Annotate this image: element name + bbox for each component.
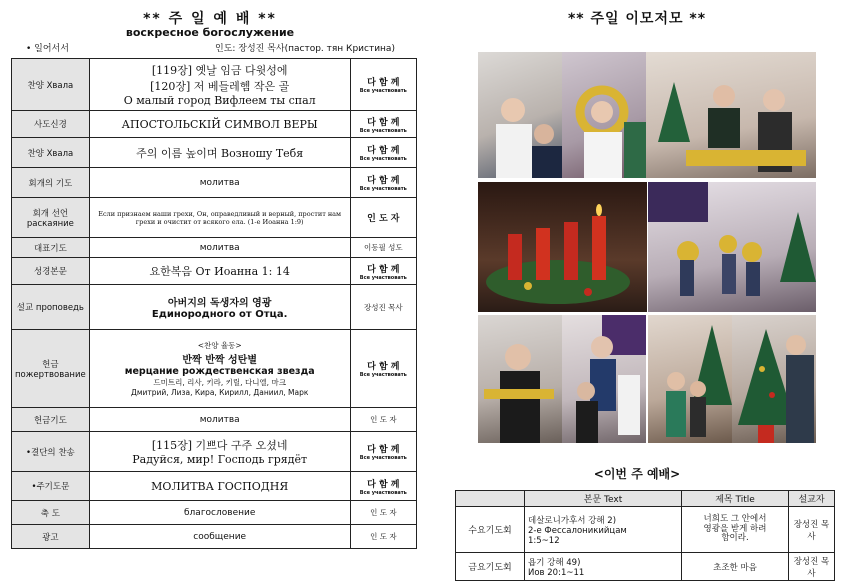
row-label: 설교 проповедь xyxy=(12,285,90,330)
table-row xyxy=(12,111,417,138)
responder-sub: Все участвовать xyxy=(359,156,407,162)
row-content: молитва xyxy=(89,238,350,258)
scripture-text: 욥기 강해 49) Иов 20:1~11 xyxy=(525,553,682,581)
column-header: 설교자 xyxy=(789,491,835,507)
photo-boys-garland xyxy=(646,52,816,178)
photo-girl-tinsel xyxy=(562,52,646,178)
responder: 인 도 자 xyxy=(367,214,400,224)
table-row xyxy=(12,238,417,258)
table-row xyxy=(456,553,835,581)
responder: 다 함 께 xyxy=(367,479,400,490)
row-content: <찬양 율동> xyxy=(197,341,242,350)
table-row xyxy=(456,507,835,553)
row-content: [120장] 저 베들레헴 작은 골 xyxy=(150,80,290,93)
responder: 장성진 목사 xyxy=(350,285,416,330)
photo-kids-tree xyxy=(648,315,732,443)
row-content: 드미트리, 리사, 키라, 키릴, 다니엘, 마크 xyxy=(153,378,286,387)
service-leader: 인도: 장성진 목사(пастор. тян Кристина) xyxy=(215,44,395,54)
service-day: 금요기도회 xyxy=(456,553,525,581)
row-label: 찬양 Хвала xyxy=(12,138,90,168)
row-label: 사도신경 xyxy=(12,111,90,138)
row-content: МОЛИТВА ГОСПОДНЯ xyxy=(89,472,350,501)
photo-kids-performance xyxy=(648,182,816,312)
row-label: 찬양 Хвала xyxy=(12,59,90,111)
row-label: •결단의 찬송 xyxy=(12,432,90,472)
table-row xyxy=(12,285,417,330)
responder: 다 함 께 xyxy=(367,445,400,455)
row-label: 성경본문 xyxy=(12,258,90,285)
row-label: 헌금기도 xyxy=(12,408,90,432)
service-day: 수요기도회 xyxy=(456,507,525,553)
sermon-title: 너희도 그 안에서 영광을 받게 하려 함이라. xyxy=(682,507,789,553)
photo-pastor-girl xyxy=(562,315,646,443)
photo-boy-garland xyxy=(478,315,562,443)
row-content: АПОСТОЛЬСКІЙ СИМВОЛ ВЕРЫ xyxy=(89,111,350,138)
responder: 다 함 께 xyxy=(367,362,400,372)
row-content: Единородного от Отца. xyxy=(151,309,288,320)
responder: 다 함 께 xyxy=(367,78,400,88)
row-content: молитва xyxy=(89,168,350,198)
table-row xyxy=(12,138,417,168)
column-header xyxy=(456,491,525,507)
responder: 다 함 께 xyxy=(367,176,400,186)
table-row xyxy=(12,501,417,525)
table-row xyxy=(12,432,417,472)
row-content: 반짝 반짝 성탄별 xyxy=(182,355,257,366)
row-content: [115장] 기쁘다 구주 오셨네 xyxy=(151,439,288,452)
row-content: 요한복음 От Иоанна 1: 14 xyxy=(89,258,350,285)
responder: 인 도 자 xyxy=(350,525,416,549)
scripture-text: 데살로니가후서 강해 2) 2-е Фессалоникийцам 1:5~12 xyxy=(525,507,682,553)
column-header: 제목 Title xyxy=(682,491,789,507)
responder-sub: Все участвовать xyxy=(359,372,407,378)
column-header: 본문 Text xyxy=(525,491,682,507)
row-content: Радуйся, мир! Господь грядёт xyxy=(132,453,308,466)
table-row xyxy=(12,198,417,238)
responder: 다 함 께 xyxy=(367,146,400,156)
weekly-services-table xyxy=(455,490,835,581)
table-header-row xyxy=(456,491,835,507)
standup-note: • 일어서서 xyxy=(26,44,69,54)
table-row xyxy=(12,408,417,432)
row-content: 아버지의 독생자의 영광 xyxy=(167,298,272,309)
row-label: 광고 xyxy=(12,525,90,549)
table-row xyxy=(12,59,417,111)
page-title: ** 주 일 예 배 ** xyxy=(143,11,277,27)
row-content: [119장] 옛날 임금 다윗성에 xyxy=(151,64,288,77)
row-content: Дмитрий, Лиза, Кира, Кирилл, Даниил, Марк xyxy=(130,388,309,397)
row-label: •주기도문 xyxy=(12,472,90,501)
page-subtitle: воскресное богослужение xyxy=(125,26,295,39)
row-content: мерцание рождественская звезда xyxy=(124,366,315,377)
preacher: 장성진 목사 xyxy=(789,507,835,553)
row-content: молитва xyxy=(89,408,350,432)
responder: 다 함 께 xyxy=(367,117,400,128)
photo-kids-star xyxy=(478,52,562,178)
responder-sub: Все участвовать xyxy=(359,489,407,496)
this-week-title: <이번 주 예배> xyxy=(593,467,681,481)
responder-sub: Все участвовать xyxy=(359,127,407,134)
table-row xyxy=(12,472,417,501)
sermon-title: 초조한 마음 xyxy=(682,553,789,581)
row-label: 회개 선언 раскаяние xyxy=(12,198,90,238)
row-label: 회개의 기도 xyxy=(12,168,90,198)
row-content: 주의 이름 높이며 Возношу Тебя xyxy=(89,138,350,168)
row-content: сообщение xyxy=(89,525,350,549)
responder-sub: Все участвовать xyxy=(359,186,407,192)
responder-sub: Все участвовать xyxy=(359,88,407,94)
row-label: 축 도 xyxy=(12,501,90,525)
row-label: 헌금 пожертвование xyxy=(12,330,90,408)
table-row xyxy=(12,168,417,198)
row-content: О малый город Вифлеем ты спал xyxy=(123,94,316,107)
photo-man-tree xyxy=(732,315,816,443)
row-content: благословение xyxy=(89,501,350,525)
photo-advent-candles xyxy=(478,182,647,312)
photos-title: ** 주일 이모저모 ** xyxy=(567,11,707,27)
responder-sub: Все участвовать xyxy=(359,274,407,281)
order-of-service-table xyxy=(11,58,417,549)
table-row xyxy=(12,525,417,549)
responder-sub: Все участвовать xyxy=(359,455,407,461)
table-row xyxy=(12,258,417,285)
responder: 다 함 께 xyxy=(367,264,400,275)
responder: 이동필 성도 xyxy=(350,238,416,258)
table-row xyxy=(12,330,417,408)
row-content: Если признаем наши грехи, Он, оправедливый и верный, простит нам грехи и очистит от всякого ела. (1-е Иоанна 1:9) xyxy=(89,198,350,238)
responder: 인 도 자 xyxy=(350,501,416,525)
row-label: 대표기도 xyxy=(12,238,90,258)
responder: 인 도 자 xyxy=(350,408,416,432)
preacher: 장성진 목사 xyxy=(789,553,835,581)
